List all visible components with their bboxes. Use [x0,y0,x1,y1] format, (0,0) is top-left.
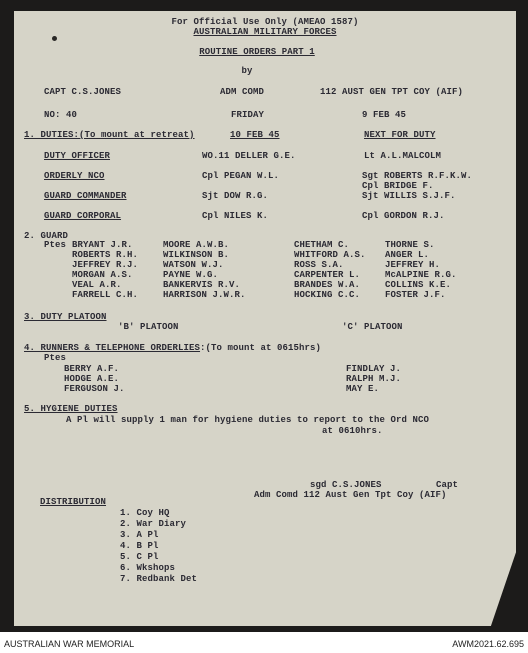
accession-number: AWM2021.62.695 [452,639,524,649]
order-day: FRIDAY [231,110,265,120]
signature-rank: Capt [436,480,459,490]
guard-name: THORNE S. [385,240,435,250]
duty-role: GUARD COMMANDER [44,191,127,201]
runner-name: HODGE A.E. [64,374,120,384]
signature-appointment: Adm Comd 112 Aust Gen Tpt Coy (AIF) [254,490,447,500]
distribution-item: 1. Coy HQ [120,508,170,518]
guard-name: ROBERTS R.H. [72,250,139,260]
duty-name: Cpl PEGAN W.L. [202,171,280,181]
guard-name: JEFFREY H. [385,260,441,270]
guard-name: ANGER L. [385,250,430,260]
guard-name: COLLINS K.E. [385,280,452,290]
hygiene-line-1: A Pl will supply 1 man for hygiene duties to report to the Ord NCO [66,415,430,425]
issuing-officer: CAPT C.S.JONES [44,87,122,97]
distribution-item: 2. War Diary [120,519,187,529]
by-line: by [241,66,253,76]
runner-name: FINDLAY J. [346,364,402,374]
next-for-duty-heading: NEXT FOR DUTY [364,130,436,140]
guard-name: ROSS S.A. [294,260,344,270]
guard-name: BANKERVIS R.V. [163,280,241,290]
duty-role: DUTY OFFICER [44,151,111,161]
guard-name: VEAL A.R. [72,280,122,290]
runner-name: MAY E. [346,384,380,394]
classification-line: For Official Use Only (AMEAO 1587) [171,17,359,27]
runners-heading: 4. RUNNERS & TELEPHONE ORDERLIES:(To mount at 0615hrs) [24,343,322,353]
duty-role: ORDERLY NCO [44,171,105,181]
guard-name: BRYANT J.R. [72,240,133,250]
duty-platoon-current: 'B' PLATOON [118,322,179,332]
distribution-item: 3. A Pl [120,530,159,540]
forces-line: AUSTRALIAN MILITARY FORCES [193,27,337,37]
duty-platoon-next: 'C' PLATOON [342,322,403,332]
distribution-item: 6. Wkshops [120,563,176,573]
hygiene-line-2: at 0610hrs. [322,426,383,436]
order-date: 9 FEB 45 [362,110,407,120]
guard-name: JEFFREY R.J. [72,260,139,270]
hygiene-heading: 5. HYGIENE DUTIES [24,404,118,414]
duty-name: Sjt DOW R.G. [202,191,269,201]
duty-next: Sgt ROBERTS R.F.K.W. [362,171,473,181]
guard-heading: 2. GUARD [24,231,69,241]
distribution-item: 7. Redbank Det [120,574,198,584]
guard-name: WATSON W.J. [163,260,224,270]
guard-name: FARRELL C.H. [72,290,139,300]
punch-hole [52,36,57,41]
duty-name: Cpl NILES K. [202,211,269,221]
guard-name: HARRISON J.W.R. [163,290,246,300]
runner-name: BERRY A.F. [64,364,120,374]
guard-name: CARPENTER L. [294,270,361,280]
guard-name: McALPINE R.G. [385,270,457,280]
order-number: NO: 40 [44,110,78,120]
distribution-heading: DISTRIBUTION [40,497,107,507]
guard-name: MORGAN A.S. [72,270,133,280]
guard-name: WHITFORD A.S. [294,250,366,260]
guard-ptes-label: Ptes [44,240,67,250]
archive-credit: AUSTRALIAN WAR MEMORIAL [4,639,135,649]
distribution-item: 5. C Pl [120,552,159,562]
guard-name: HOCKING C.C. [294,290,361,300]
duties-date: 10 FEB 45 [230,130,280,140]
duty-platoon-heading: 3. DUTY PLATOON [24,312,107,322]
duty-next: Sjt WILLIS S.J.F. [362,191,456,201]
duties-heading: 1. DUTIES:(To mount at retreat) [24,130,195,140]
runner-name: RALPH M.J. [346,374,402,384]
guard-name: BRANDES W.A. [294,280,361,290]
signature-name: sgd C.S.JONES [310,480,382,490]
guard-name: CHETHAM C. [294,240,350,250]
unit-name: 112 AUST GEN TPT COY (AIF) [320,87,464,97]
runners-ptes-label: Ptes [44,353,67,363]
distribution-item: 4. B Pl [120,541,159,551]
issuing-role: ADM COMD [220,87,265,97]
duty-role: GUARD CORPORAL [44,211,122,221]
guard-name: FOSTER J.F. [385,290,446,300]
document-title: ROUTINE ORDERS PART 1 [199,47,315,57]
duty-name: WO.11 DELLER G.E. [202,151,296,161]
guard-name: PAYNE W.G. [163,270,219,280]
guard-name: MOORE A.W.B. [163,240,230,250]
guard-name: WILKINSON B. [163,250,230,260]
runner-name: FERGUSON J. [64,384,125,394]
duty-next: Lt A.L.MALCOLM [364,151,442,161]
duty-next: Cpl GORDON R.J. [362,211,445,221]
duty-next: Cpl BRIDGE F. [362,181,434,191]
